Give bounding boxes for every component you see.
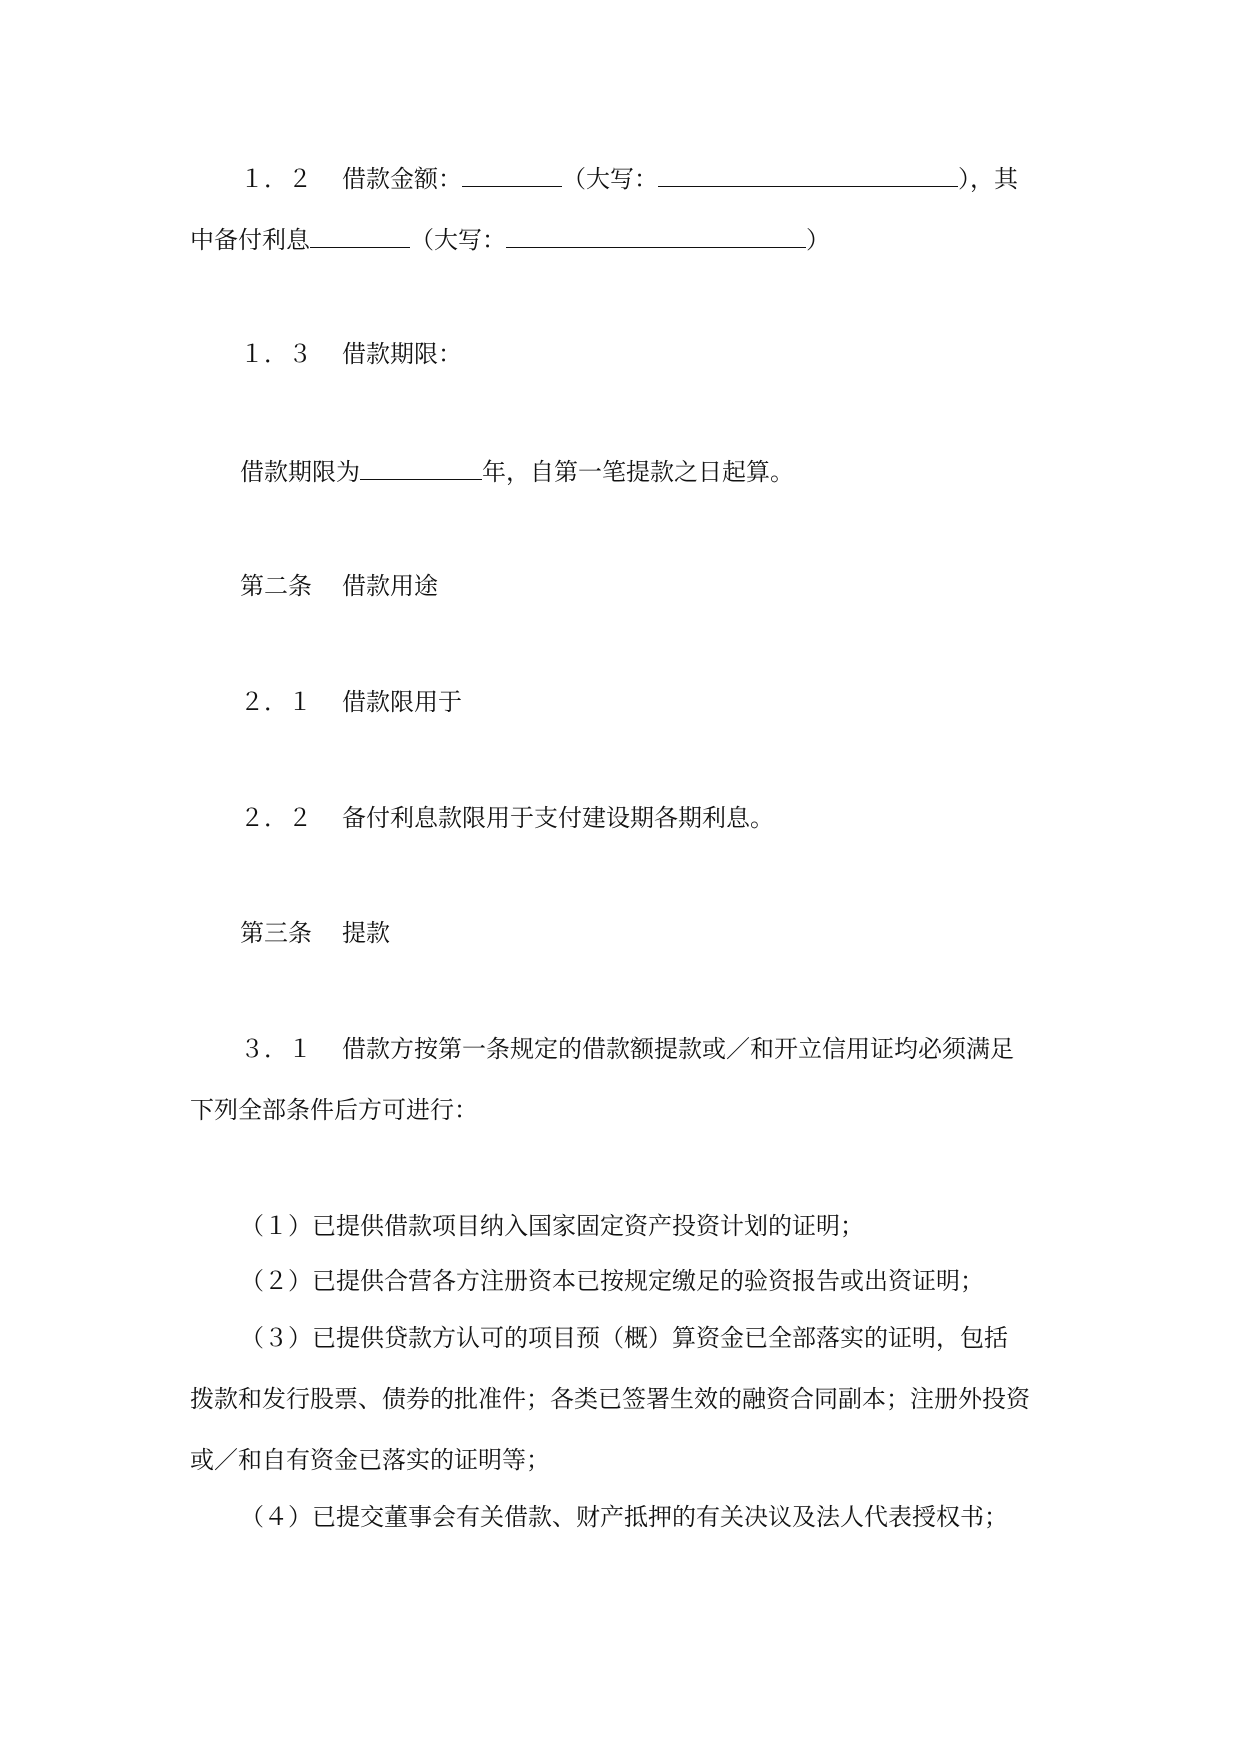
reserve-interest-capital-blank[interactable] [506,223,806,248]
clause-text: 借款限用于 [342,688,462,716]
loan-amount-blank[interactable] [462,162,562,187]
text-fragment: 年，自第一笔提款之日起算。 [482,458,794,486]
clause-3-1-line-2: 下列全部条件后方可进行： [190,1096,478,1124]
clause-3-1-line-1 [240,1033,1014,1065]
loan-amount-label: 借款金额： [342,165,462,193]
clause-number: ３．１ [240,1035,312,1063]
condition-item-3-line-3: 或／和自有资金已落实的证明等； [190,1446,550,1474]
article-title: 借款用途 [342,572,438,600]
article-3-heading [240,917,390,949]
article-number: 第三条 [240,919,312,947]
clause-text: 借款方按第一条规定的借款额提款或／和开立信用证均必须满足 [342,1035,1014,1063]
loan-amount-capital-blank[interactable] [658,162,958,187]
article-2-heading [240,570,438,602]
reserve-interest-label: 中备付利息 [190,226,310,254]
article-title: 提款 [342,919,390,947]
article-number: 第二条 [240,572,312,600]
condition-item-4: （４）已提交董事会有关借款、财产抵押的有关决议及法人代表授权书； [240,1503,1008,1531]
clause-1-3-heading [240,338,462,370]
clause-title: 借款期限： [342,340,462,368]
clause-number: １．２ [240,165,312,193]
loan-term-label: 借款期限为 [240,458,360,486]
reserve-interest-blank[interactable] [310,223,410,248]
condition-item-2: （２）已提供合营各方注册资本已按规定缴足的验资报告或出资证明； [240,1267,984,1295]
loan-term-line [240,455,794,488]
clause-text: 备付利息款限用于支付建设期各期利息。 [342,804,774,832]
condition-item-3-line-2: 拨款和发行股票、债券的批准件；各类已签署生效的融资合同副本；注册外投资 [190,1385,1030,1413]
clause-2-2 [240,802,774,834]
clause-number: ２．２ [240,804,312,832]
clause-number: １．３ [240,340,312,368]
clause-number: ２．１ [240,688,312,716]
condition-item-3-line-1: （３）已提供贷款方认可的项目预（概）算资金已全部落实的证明，包括 [240,1324,1008,1352]
text-fragment: ），其 [958,165,1018,193]
clause-1-2-line-1 [240,162,1018,195]
loan-term-years-blank[interactable] [360,455,482,480]
clause-1-2-line-2 [190,223,830,256]
text-fragment: ） [806,226,830,254]
clause-2-1 [240,686,462,718]
condition-item-1: （１）已提供借款项目纳入国家固定资产投资计划的证明； [240,1212,864,1240]
capital-label: （大写： [410,226,506,254]
capital-label: （大写： [562,165,658,193]
